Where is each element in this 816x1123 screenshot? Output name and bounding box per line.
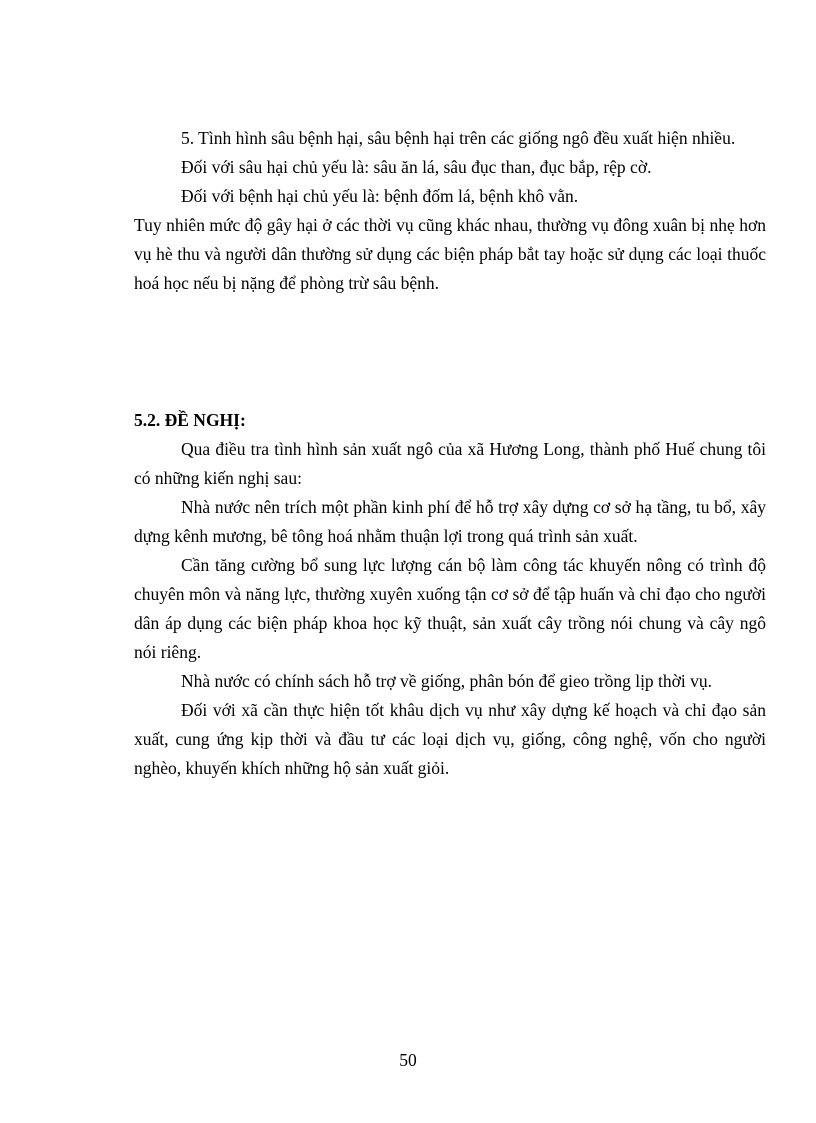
section-heading: 5.2. ĐỀ NGHỊ: [134,410,246,430]
paragraph-seed-support: Nhà nước có chính sách hỗ trợ về giống, phân bón để gieo trồng lịp thời vụ. [181,671,713,691]
section-pest-situation [134,124,766,298]
page-number: 50 [399,1050,417,1070]
paragraph-insect-pests: Đối với sâu hại chủ yếu là: sâu ăn lá, sâu đục than, đục bắp, rệp cờ. [181,157,652,177]
paragraph-pest-overview: 5. Tình hình sâu bệnh hại, sâu bệnh hại trên các giống ngô đều xuất hiện nhiều. [181,128,736,148]
paragraph-damage-level: Tuy nhiên mức độ gây hại ở các thời vụ cũng khác nhau, thường vụ đông xuân bị nhẹ hơn vụ hè thu và người dân thường sử dụng các biện pháp bắt tay hoặc sử dụng các loại thuốc hoá học nếu bị nặng để phòng trừ sâu bệnh. [134,215,766,293]
section-recommendations [134,406,766,783]
paragraph-extension-staff: Cần tăng cường bổ sung lực lượng cán bộ làm công tác khuyến nông có trình độ chuyên môn và năng lực, thường xuyên xuống tận cơ sở để tập huấn và chỉ đạo cho người dân áp dụng các biện pháp khoa học kỹ thuật, sản xuất cây trồng nói chung và cây ngô nói riêng. [134,555,766,662]
paragraph-commune-services: Đối với xã cần thực hiện tốt khâu dịch vụ như xây dựng kế hoạch và chỉ đạo sản xuất, cung ứng kịp thời và đầu tư các loại dịch vụ, giống, công nghệ, vốn cho người nghèo, khuyến khích những hộ sản xuất giỏi. [134,700,766,778]
paragraph-intro: Qua điều tra tình hình sản xuất ngô của xã Hương Long, thành phố Huế chung tôi có những kiến nghị sau: [134,439,766,488]
paragraph-infrastructure: Nhà nước nên trích một phần kinh phí để hỗ trợ xây dựng cơ sở hạ tầng, tu bổ, xây dựng kênh mương, bê tông hoá nhằm thuận lợi trong quá trình sản xuất. [134,497,766,546]
paragraph-diseases: Đối với bệnh hại chủ yếu là: bệnh đốm lá, bệnh khô vằn. [181,186,579,206]
